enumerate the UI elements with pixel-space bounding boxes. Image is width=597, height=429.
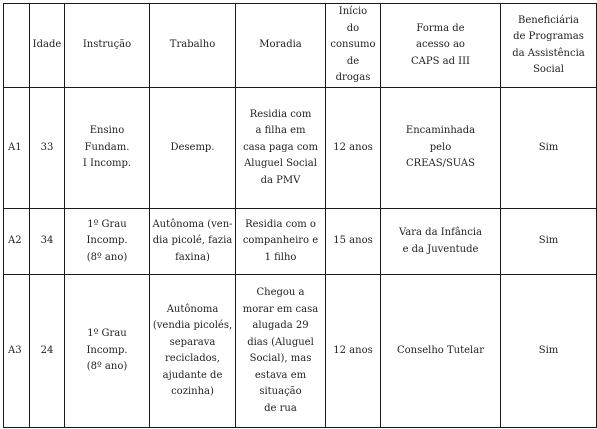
header-cell-id (4, 4, 30, 88)
table-row (4, 275, 597, 428)
table-cell-inicio-consumo: 12 anos (326, 275, 381, 428)
table-row (4, 209, 597, 275)
table-cell-instrucao: Ensino Fundam. I Incomp. (65, 88, 150, 209)
table-cell-inicio-consumo: 12 anos (326, 88, 381, 209)
table-cell-moradia: Residia com o companheiro e 1 filho (236, 209, 326, 275)
table-cell-forma-acesso: Conselho Tutelar (381, 275, 501, 428)
header-cell-moradia: Moradia (236, 4, 326, 88)
table-cell-inicio-consumo: 15 anos (326, 209, 381, 275)
table-cell-forma-acesso: Vara da Infância e da Juventude (381, 209, 501, 275)
table-cell-idade: 34 (30, 209, 65, 275)
table-cell-idade: 33 (30, 88, 65, 209)
table-cell-trabalho: Desemp. (150, 88, 236, 209)
header-cell-inicio-consumo: Início do consumo de drogas (326, 4, 381, 88)
table-cell-id: A2 (4, 209, 30, 275)
table-cell-trabalho: Autônoma (vendia picolés, separava reciclados, ajudante de cozinha) (150, 275, 236, 428)
table-cell-beneficiaria: Sim (501, 209, 597, 275)
header-cell-trabalho: Trabalho (150, 4, 236, 88)
table-cell-moradia: Residia com a filha em casa paga com Aluguel Social da PMV (236, 88, 326, 209)
header-cell-instrucao: Instrução (65, 4, 150, 88)
table-cell-id: A1 (4, 88, 30, 209)
table-cell-trabalho: Autônoma (ven- dia picolé, fazia faxina) (150, 209, 236, 275)
table-cell-forma-acesso: Encaminhada pelo CREAS/SUAS (381, 88, 501, 209)
header-cell-forma-acesso: Forma de acesso ao CAPS ad III (381, 4, 501, 88)
table-cell-id: A3 (4, 275, 30, 428)
header-cell-beneficiaria: Beneficiária de Programas da Assistência Social (501, 4, 597, 88)
table-cell-moradia: Chegou a morar em casa alugada 29 dias (Aluguel Social), mas estava em situação de rua (236, 275, 326, 428)
table-cell-beneficiaria: Sim (501, 275, 597, 428)
table-cell-beneficiaria: Sim (501, 88, 597, 209)
table-row (4, 88, 597, 209)
table-cell-idade: 24 (30, 275, 65, 428)
header-cell-idade: Idade (30, 4, 65, 88)
header-row (4, 4, 597, 88)
table-cell-instrucao: 1º Grau Incomp. (8º ano) (65, 275, 150, 428)
table-cell-instrucao: 1º Grau Incomp. (8º ano) (65, 209, 150, 275)
data-table (3, 3, 597, 428)
